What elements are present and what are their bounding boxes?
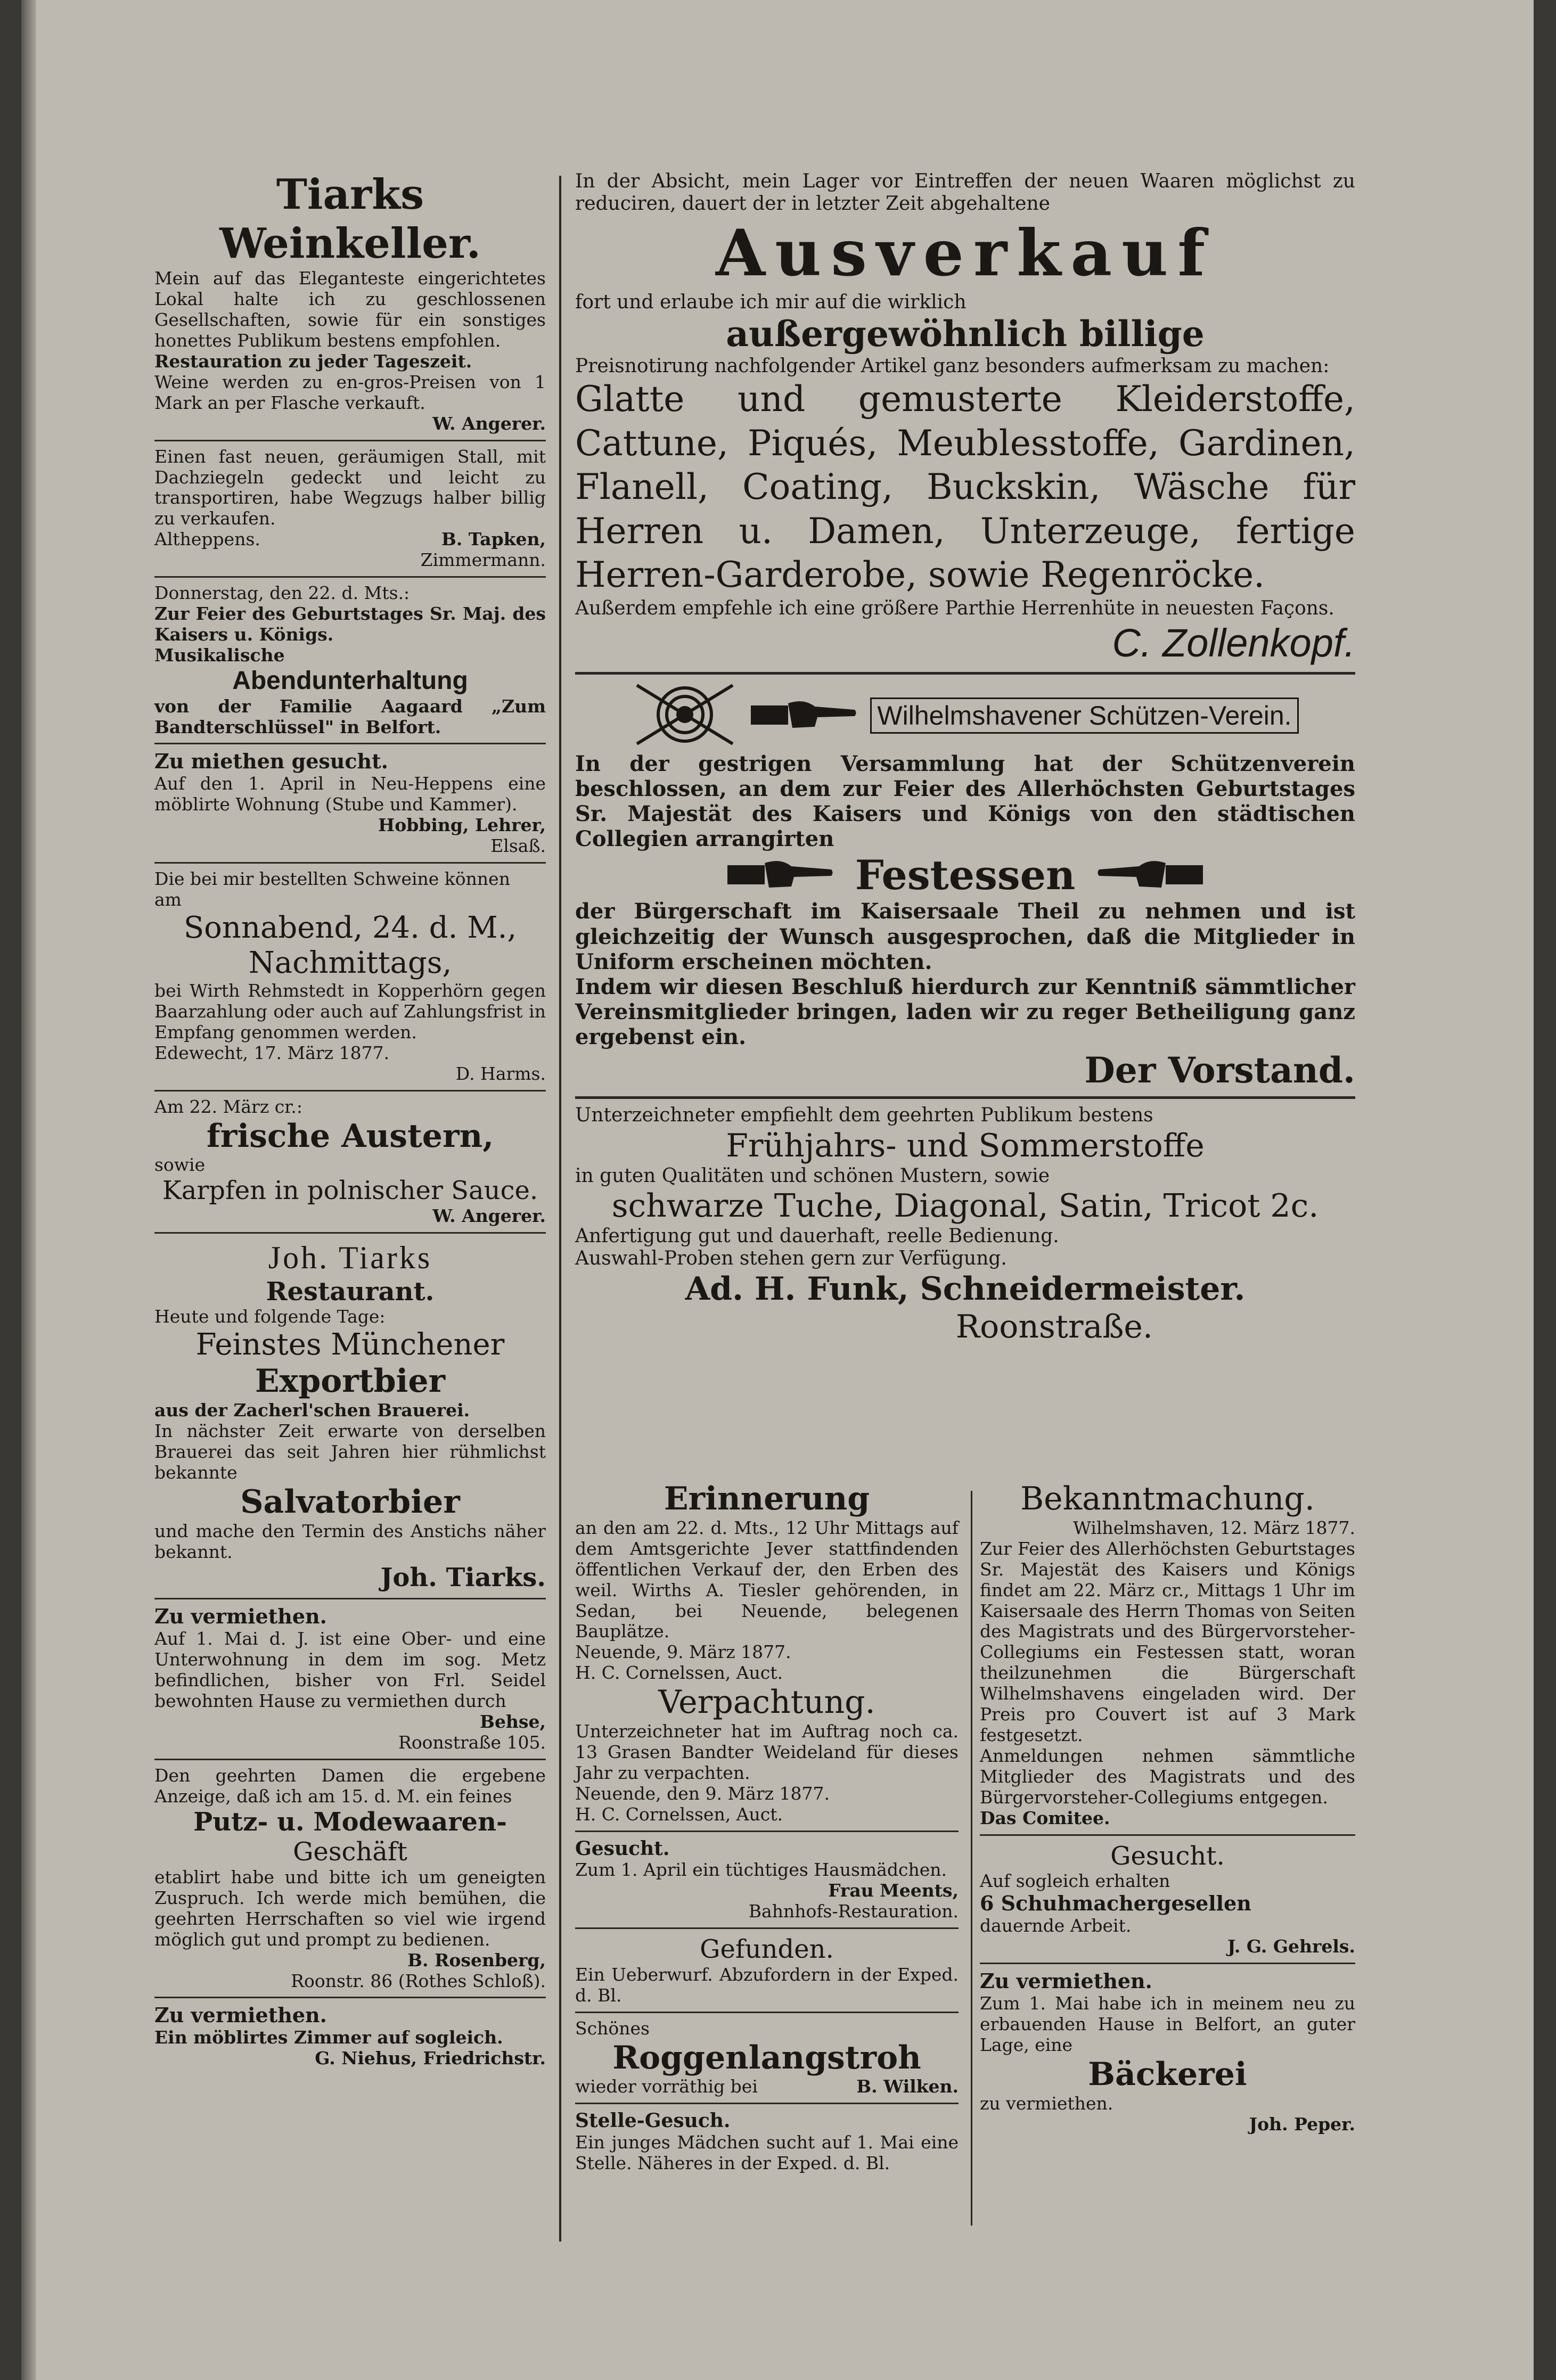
ad-address: Bahnhofs-Restauration. xyxy=(748,1901,959,1922)
ad-miethen xyxy=(154,750,546,857)
subcolumn-rule xyxy=(971,1491,972,2226)
divider xyxy=(154,862,546,864)
ad-line: Feinstes Münchener xyxy=(195,1327,505,1363)
ad-body: und mache den Termin des Anstichs näher bekannt. xyxy=(154,1520,546,1562)
ad-title: Gefunden. xyxy=(700,1934,834,1965)
ad-product: Salvatorbier xyxy=(240,1483,460,1521)
ad-intro: Den geehrten Damen die ergebene Anzeige, daß ich am 15. d. M. ein feines xyxy=(154,1765,546,1807)
divider xyxy=(575,2012,959,2013)
ad-line: Auswahl-Proben stehen gern zur Verfügung. xyxy=(575,1248,1007,1270)
ad-schweine xyxy=(154,869,546,1085)
ad-erinnerung xyxy=(575,1480,959,1684)
ad-title: Zu vermiethen. xyxy=(980,1969,1152,1993)
ad-body: etablirt habe und bitte ich um geneigten Zuspruch. Ich werde mich bemühen, die geehrten Herrschaften so viel wie irgend möglich gut und prompt zu bedienen. xyxy=(154,1866,546,1950)
ad-signature: Hobbing, Lehrer, xyxy=(378,815,546,836)
ad-product: Bäckerei xyxy=(1088,2055,1247,2093)
ad-time: Nachmittags, xyxy=(248,945,452,980)
ad-body: von der Familie Aagaard „Zum Bandterschlüssel" in Belfort. xyxy=(154,695,546,737)
ad-signature: W. Angerer. xyxy=(432,1205,546,1227)
divider xyxy=(154,576,546,578)
ad-bekanntmachung xyxy=(980,1480,1355,1829)
ad-signature: Der Vorstand. xyxy=(1084,1049,1355,1091)
ad-line: Weine werden zu en-gros-Preisen von 1 Mark an per Flasche verkauft. xyxy=(154,371,546,413)
ad-place: Neuende, 9. März 1877. xyxy=(575,1642,791,1663)
ad-ausverkauf xyxy=(575,170,1355,667)
ad-line: Restauration zu jeder Tageszeit. xyxy=(154,350,472,372)
ad-title: Gesucht. xyxy=(575,1837,670,1860)
ad-occasion: Zur Feier des Geburtstages Sr. Maj. des Kaisers u. Königs. xyxy=(154,603,546,645)
ad-weinkeller xyxy=(154,170,546,434)
ad-signature: D. Harms. xyxy=(455,1063,546,1084)
page-binding-edge xyxy=(21,0,36,2380)
ad-line: sowie xyxy=(154,1154,206,1176)
ad-place: Neuende, den 9. März 1877. xyxy=(575,1783,830,1804)
ad-address: Roonstr. 86 (Rothes Schloß). xyxy=(291,1970,546,1991)
ad-gesucht-2 xyxy=(980,1841,1355,1957)
ad-body: Ein möblirtes Zimmer auf sogleich. xyxy=(154,2027,503,2048)
ad-body: Auf 1. Mai d. J. ist eine Ober- und eine Unterwohnung in dem im sog. Metz befindlichen, bisher von Frl. Seidel bewohnten Hause zu vermiethen durch xyxy=(154,1628,546,1711)
ad-product: Exportbier xyxy=(255,1363,446,1400)
ad-title: Tiarks Weinkeller. xyxy=(219,170,481,268)
ad-title: Stelle-Gesuch. xyxy=(575,2110,731,2132)
ad-line: am xyxy=(154,889,182,910)
ad-intro: Unterzeichneter empfiehlt dem geehrten Publikum bestens xyxy=(575,1104,1153,1127)
divider xyxy=(575,2103,959,2104)
ad-konzert xyxy=(154,583,546,737)
ad-title: Frühjahrs- und Sommerstoffe xyxy=(726,1127,1205,1164)
ad-trade: Zimmermann. xyxy=(420,549,546,571)
newspaper-page xyxy=(21,0,1534,2380)
ad-signature: Das Comitee. xyxy=(980,1807,1110,1828)
ad-line: schwarze Tuche, Diagonal, Satin, Tricot 2c. xyxy=(611,1187,1319,1225)
ad-verpachtung xyxy=(575,1684,959,1825)
ad-date: Wilhelmshaven, 12. März 1877. xyxy=(1073,1517,1355,1538)
ad-body: Einen fast neuen, geräumigen Stall, mit Dachziegeln gedeckt und leicht zu transportiren, habe Wegzugs halber billig zu verkaufen. xyxy=(154,446,546,529)
ad-title: Erinnerung xyxy=(664,1480,870,1517)
ad-highlight: außergewöhnlich billige xyxy=(726,313,1205,355)
ad-stall xyxy=(154,447,546,571)
ad-line: dauernde Arbeit. xyxy=(980,1915,1132,1936)
ad-items: Glatte und gemusterte Kleiderstoffe, Cattune, Piqués, Meublesstoffe, Gardinen, Flanell, Coating, Buckskin, Wäsche für Herren u. Damen, Unterzeuge, fertige Herren-Garderobe, sowie Regenröcke. xyxy=(575,379,1355,596)
column-rule xyxy=(559,176,561,2242)
ad-subtitle: Karpfen in polnischer Sauce. xyxy=(162,1176,538,1206)
pointing-hand-icon xyxy=(751,696,857,735)
ad-line: Anfertigung gut und dauerhaft, reelle Bedienung. xyxy=(575,1225,1059,1247)
ad-place: Elsaß. xyxy=(490,835,546,857)
ad-intro: In der Absicht, mein Lager vor Eintreffen der neuen Waaren möglichst zu reduciren, dauert der in letzter Zeit abgehaltene xyxy=(575,170,1355,215)
ad-signature: J. G. Gehrels. xyxy=(1227,1936,1355,1957)
divider xyxy=(154,743,546,744)
divider xyxy=(980,1963,1355,1964)
ad-schuetzen xyxy=(575,680,1355,1091)
divider xyxy=(575,1096,1355,1099)
ad-body: Auf sogleich erhalten xyxy=(980,1870,1170,1892)
ad-title: Festessen xyxy=(855,851,1076,899)
ad-place: Altheppens. xyxy=(154,529,260,550)
ad-body: Anmeldungen nehmen sämmtliche Mitglieder des Magistrats und des Bürgervorsteher-Collegiums entgegen. xyxy=(980,1745,1355,1808)
target-emblem-icon xyxy=(632,680,738,751)
ad-job: 6 Schuhmachergesellen xyxy=(980,1891,1251,1916)
ad-body: In nächster Zeit erwarte von derselben Brauerei das seit Jahren hier rühmlichst bekannte xyxy=(154,1421,546,1483)
ad-title: Roggenlangstroh xyxy=(612,2039,921,2077)
ad-title: Gesucht. xyxy=(1110,1841,1225,1871)
ad-signature: H. C. Cornelssen, Auct. xyxy=(575,1803,783,1825)
ad-body: Zur Feier des Allerhöchsten Geburtstages Sr. Majestät des Kaisers und Königs findet am 22. März cr., Mittags 1 Uhr im Kaisersaale des Herrn Thomas von Seiten des Magistrats und des Bürgervorsteher-Collegiums ein Festessen statt, woran theilzunehmen die Bürgerschaft Wilhelmshavens eingeladen wird. Der Preis pro Couvert ist auf 3 Mark festgesetzt. xyxy=(980,1538,1355,1746)
ad-address: Roonstraße 105. xyxy=(398,1731,546,1753)
ad-putz xyxy=(154,1766,546,1992)
ad-title: Abendunterhaltung xyxy=(232,666,468,695)
ad-line: aus der Zacherl'schen Brauerei. xyxy=(154,1400,470,1421)
ad-date: Am 22. März cr.: xyxy=(154,1096,302,1117)
ad-body: der Bürgerschaft im Kaisersaale Theil zu nehmen und ist gleichzeitig der Wunsch ausgesprochen, daß die Mitglieder in Uniform erscheinen möchten. xyxy=(575,899,1355,974)
divider xyxy=(575,1927,959,1929)
ad-title: Putz- u. Modewaaren- xyxy=(193,1807,507,1837)
divider xyxy=(575,1831,959,1832)
ad-footer xyxy=(154,529,546,550)
ad-title: Restaurant. xyxy=(266,1276,435,1307)
ad-signature: B. Tapken, xyxy=(441,529,546,550)
right-subcolumn-right xyxy=(980,1480,1355,2135)
ad-signature: H. C. Cornelssen, Auct. xyxy=(575,1662,783,1684)
ad-body: Indem wir diesen Beschluß hierdurch zur Kenntniß sämmtlicher Vereinsmitglieder bringen, laden wir zu reger Betheiligung ganz ergebenst ein. xyxy=(575,974,1355,1050)
ad-body: Mein auf das Eleganteste eingerichtetes Lokal halte ich zu geschlossenen Gesellschaften, sowie für ein sonstiges honettes Publikum bestens empfohlen. xyxy=(154,268,546,351)
ad-gefunden xyxy=(575,1934,959,2006)
ad-stelle xyxy=(575,2110,959,2173)
ad-line: Heute und folgende Tage: xyxy=(154,1306,386,1327)
ad-line: zu vermiethen. xyxy=(980,2092,1113,2114)
ad-intro: Die bei mir bestellten Schweine können xyxy=(154,868,510,890)
ad-body: Unterzeichneter hat im Auftrag noch ca. 13 Grasen Bandter Weideland für dieses Jahr zu verpachten. xyxy=(575,1721,959,1783)
ad-signature: B. Wilken. xyxy=(856,2076,959,2097)
divider xyxy=(154,1232,546,1234)
ad-body: In der gestrigen Versammlung hat der Schützenverein beschlossen, an dem zur Feier des Allerhöchsten Geburtstages Sr. Majestät des Kaisers und Königs von den städtischen Collegien arrangirten xyxy=(575,751,1355,852)
pointing-hand-icon xyxy=(1096,856,1203,895)
ad-place: Edewecht, 17. März 1877. xyxy=(154,1042,390,1063)
ad-roggen xyxy=(575,2018,959,2098)
divider xyxy=(154,1997,546,1998)
ad-body: Ein Ueberwurf. Abzufordern in der Exped. d. Bl. xyxy=(575,1964,959,2006)
ad-signature: C. Zollenkopf. xyxy=(1112,621,1355,666)
ad-signature: Ad. H. Funk, Schneidermeister. xyxy=(685,1270,1246,1308)
divider xyxy=(154,440,546,441)
ad-signature: B. Rosenberg, xyxy=(407,1949,546,1971)
ad-signature: Frau Meents, xyxy=(828,1880,959,1901)
ad-title: Bekanntmachung. xyxy=(1020,1480,1315,1517)
ad-tiarks-restaurant xyxy=(154,1239,546,1593)
ad-line: Preisnotirung nachfolgender Artikel ganz besonders aufmerksam zu machen: xyxy=(575,355,1330,377)
ad-vermiethen-3 xyxy=(980,1969,1355,2135)
ad-line: Musikalische xyxy=(154,645,285,666)
ad-body: bei Wirth Rehmstedt in Kopperhörn gegen Baarzahlung oder auch auf Zahlungsfrist in Empfang genommen werden. xyxy=(154,980,546,1043)
ad-title: Zu vermiethen. xyxy=(154,2003,327,2028)
divider xyxy=(154,1598,546,1599)
ad-address: Roonstraße. xyxy=(955,1308,1153,1345)
ad-body: Zum 1. April ein tüchtiges Hausmädchen. xyxy=(575,1859,947,1881)
ad-title: frische Austern, xyxy=(206,1117,494,1155)
ad-funk xyxy=(575,1104,1355,1345)
ad-body: Zum 1. Mai habe ich in meinem neu zu erbauenden Hause in Belfort, an guter Lage, eine xyxy=(980,1992,1355,2055)
ad-signature: Behse, xyxy=(480,1711,546,1732)
ad-title: Wilhelmshavener Schützen-Verein. xyxy=(870,697,1298,734)
ad-signature: Joh. Peper. xyxy=(1249,2113,1355,2135)
right-column xyxy=(575,170,1355,1345)
ad-header xyxy=(575,680,1355,751)
ad-body: wieder vorräthig bei xyxy=(575,2076,758,2097)
divider xyxy=(154,1759,546,1760)
ad-austern xyxy=(154,1097,546,1227)
ad-line: Außerdem empfehle ich eine größere Parthie Herrenhüte in neuesten Façons. xyxy=(575,597,1334,619)
ad-signature: W. Angerer. xyxy=(432,413,546,434)
ad-title: Geschäft xyxy=(293,1837,407,1867)
divider xyxy=(575,672,1355,675)
ad-festessen xyxy=(575,851,1355,899)
ad-vermiethen-1 xyxy=(154,1605,546,1753)
ad-title: Zu miethen gesucht. xyxy=(154,749,388,774)
ad-vermiethen-2 xyxy=(154,2004,546,2069)
ad-title: Zu vermiethen. xyxy=(154,1604,327,1629)
ad-pre: Schönes xyxy=(575,2017,650,2039)
divider xyxy=(980,1834,1355,1836)
divider xyxy=(154,1090,546,1091)
ad-line: in guten Qualitäten und schönen Mustern, sowie xyxy=(575,1164,1050,1187)
left-column xyxy=(154,170,546,2069)
ad-signature: G. Niehus, Friedrichstr. xyxy=(315,2048,546,2069)
pointing-hand-icon xyxy=(727,856,834,895)
ad-date: Donnerstag, den 22. d. Mts.: xyxy=(154,582,410,604)
ad-body: Auf den 1. April in Neu-Heppens eine möblirte Wohnung (Stube und Kammer). xyxy=(154,773,546,815)
ad-title: Ausverkauf xyxy=(716,215,1215,291)
ad-name: Joh. Tiarks xyxy=(268,1240,432,1275)
ad-gesucht-1 xyxy=(575,1837,959,1922)
ad-body: Ein junges Mädchen sucht auf 1. Mai eine Stelle. Näheres in der Exped. d. Bl. xyxy=(575,2131,959,2173)
right-subcolumn-left xyxy=(575,1480,959,2174)
ad-signature: Joh. Tiarks. xyxy=(380,1562,546,1593)
ad-footer xyxy=(575,2077,959,2097)
ad-body: an den am 22. d. Mts., 12 Uhr Mittags auf dem Amtsgerichte Jever stattfindenden öffentlichen Verkauf der, den Erben des weil. Wirths A. Tiesler gehörenden, in Sedan, bei Neuende, belegenen Bauplätze. xyxy=(575,1517,959,1642)
ad-date: Sonnabend, 24. d. M., xyxy=(183,910,517,945)
ad-title: Verpachtung. xyxy=(658,1684,875,1721)
ad-line: fort und erlaube ich mir auf die wirklich xyxy=(575,291,967,313)
